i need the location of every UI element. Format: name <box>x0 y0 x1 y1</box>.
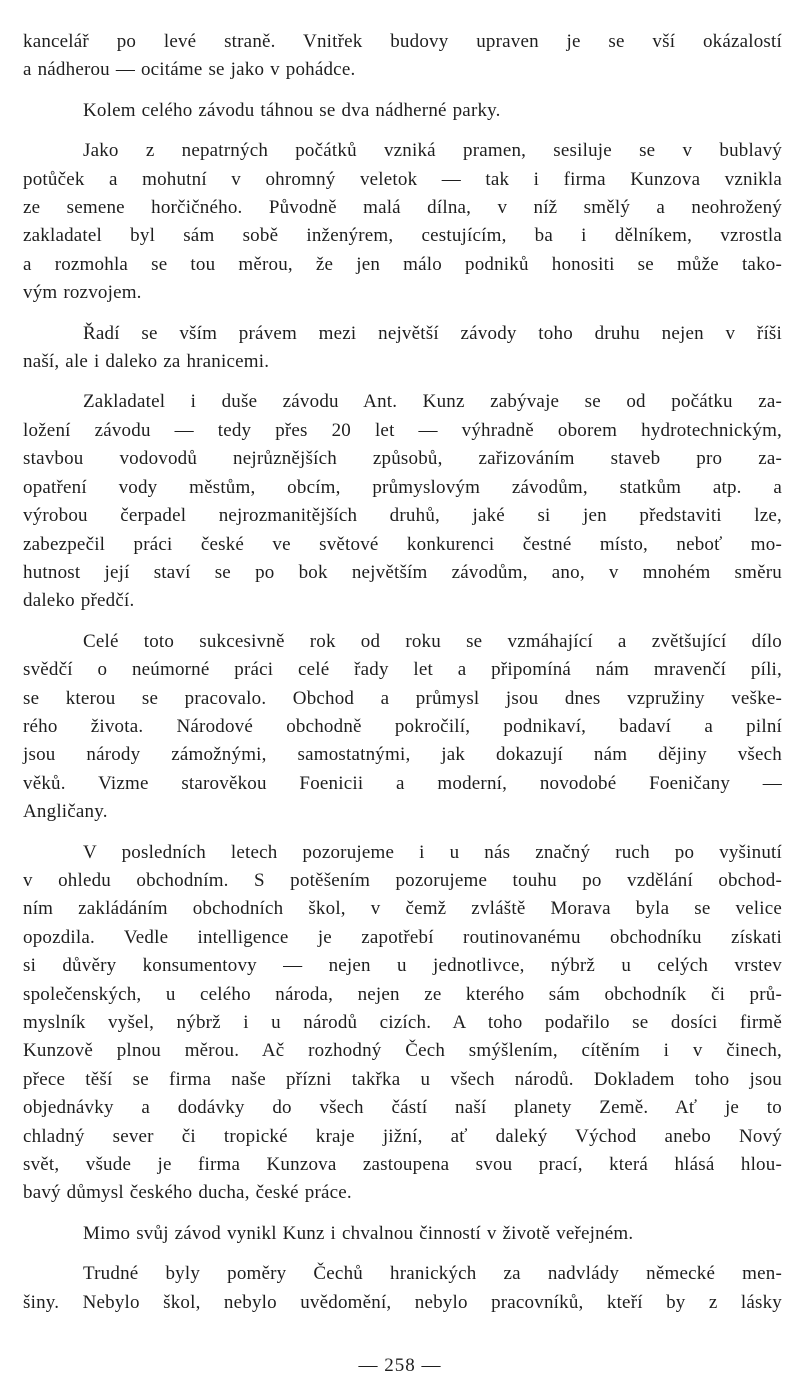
text-line: Jako z nepatrných počátků vzniká pramen, sesiluje se v bublavý <box>83 140 782 162</box>
text-line: Kunzově plnou měrou. Ač rozhodný Čech smýšlením, cítěním i v činech, <box>23 1040 782 1062</box>
paragraph <box>23 388 782 615</box>
text-line: hutnost její staví se po bok největším závodům, ano, v mnohém směru <box>23 561 782 583</box>
text-line: myslník vyšel, nýbrž i u národů cizích. A toho podařilo se dosíci firmě <box>23 1012 782 1033</box>
text-line: opatření vody městům, obcím, průmyslovým závodům, statkům atp. a <box>23 476 782 498</box>
text-line: potůček a mohutní v ohromný veletok — tak i firma Kunzova vznikla <box>23 168 782 190</box>
paragraph <box>23 320 782 377</box>
text-line: věků. Vizme starověkou Foenicii a moderní, novodobé Foeničany — <box>23 772 782 794</box>
text-line: Celé toto sukcesivně rok od roku se vzmáhající a zvětšující dílo <box>83 630 782 652</box>
text-line: a rozmohla se tou měrou, že jen málo podniků honositi se může tako- <box>23 253 782 275</box>
text-line: si důvěry konsumentovy — nejen u jednotlivce, nýbrž u celých vrstev <box>23 955 782 977</box>
text-line: Kolem celého závodu táhnou se dva nádherné parky. <box>83 99 501 121</box>
text-line: a nádherou — ocitáme se jako v pohádce. <box>23 59 356 81</box>
text-line: naší, ale i daleko za hranicemi. <box>23 351 270 373</box>
text-line: Zakladatel i duše závodu Ant. Kunz zabývaje se od počátku za- <box>83 391 782 413</box>
text-line: daleko předčí. <box>23 590 135 612</box>
text-line: Mimo svůj závod vynikl Kunz i chvalnou činností v životě veřejném. <box>83 1222 634 1244</box>
text-line: Řadí se vším právem mezi největší závody toho druhu nejen v říši <box>83 322 782 344</box>
text-line: zakladatel byl sám sobě inženýrem, cestujícím, ba i dělníkem, vzrostla <box>23 225 782 247</box>
text-line: rého života. Národové obchodně pokročilí, podnikaví, badaví a pilní <box>23 715 782 737</box>
text-line: přece těší se firma naše přízni takřka u všech národů. Dokladem toho jsou <box>23 1068 782 1090</box>
text-line: společenských, u celého národa, nejen ze kterého sám obchodník či prů- <box>23 983 782 1005</box>
text-line: Angličany. <box>23 801 108 823</box>
paragraph <box>23 839 782 1208</box>
paragraph <box>23 28 782 85</box>
text-line: kancelář po levé straně. Vnitřek budovy upraven je se vší okázalostí <box>23 31 782 52</box>
page-body <box>23 28 782 1329</box>
text-line: svědčí o neúmorné práci celé řady let a připomíná nám mravenčí píli, <box>23 659 782 681</box>
text-line: zabezpečil práci české ve světové konkurenci čestné místo, neboť mo- <box>23 533 782 555</box>
paragraph <box>23 1220 782 1248</box>
paragraph <box>23 97 782 125</box>
text-line: ním zakládáním obchodních škol, v čemž zvláště Morava byla se velice <box>23 898 782 920</box>
paragraph <box>23 137 782 307</box>
text-line: se kterou se pracovalo. Obchod a průmysl jsou dnes vzpružiny veške- <box>23 687 782 709</box>
text-line: ložení závodu — tedy přes 20 let — výhradně oborem hydrotechnickým, <box>23 419 782 441</box>
text-line: ze semene horčičného. Původně malá dílna, v níž smělý a neohrožený <box>23 197 782 219</box>
text-line: vým rozvojem. <box>23 282 142 304</box>
text-line: jsou národy zámožnými, samostatnými, jak dokazují nám dějiny všech <box>23 744 782 766</box>
paragraph <box>23 1260 782 1317</box>
text-line: šiny. Nebylo škol, nebylo uvědomění, nebylo pracovníků, kteří by z lásky <box>23 1291 782 1313</box>
text-line: bavý důmysl českého ducha, české práce. <box>23 1182 352 1204</box>
text-line: chladný sever či tropické kraje jižní, ať daleký Východ anebo Nový <box>23 1125 782 1147</box>
text-line: výrobou čerpadel nejrozmanitějších druhů, jaké si jen představiti lze, <box>23 505 782 527</box>
text-line: objednávky a dodávky do všech částí naší planety Země. Ať je to <box>23 1097 782 1119</box>
text-line: svět, všude je firma Kunzova zastoupena svou prací, která hlásá hlou- <box>23 1154 782 1176</box>
text-line: opozdila. Vedle intelligence je zapotřebí routinovanému obchodníku získati <box>23 926 782 948</box>
paragraph <box>23 628 782 827</box>
text-line: v ohledu obchodním. S potěšením pozorujeme touhu po vzdělání obchod- <box>23 869 782 891</box>
page-number: — 258 — <box>358 1355 442 1376</box>
text-line: Trudné byly poměry Čechů hranických za nadvlády německé men- <box>83 1263 782 1285</box>
text-line: V posledních letech pozorujeme i u nás značný ruch po vyšinutí <box>83 841 782 863</box>
text-line: stavbou vodovodů nejrůznějších způsobů, zařizováním staveb pro za- <box>23 448 782 470</box>
